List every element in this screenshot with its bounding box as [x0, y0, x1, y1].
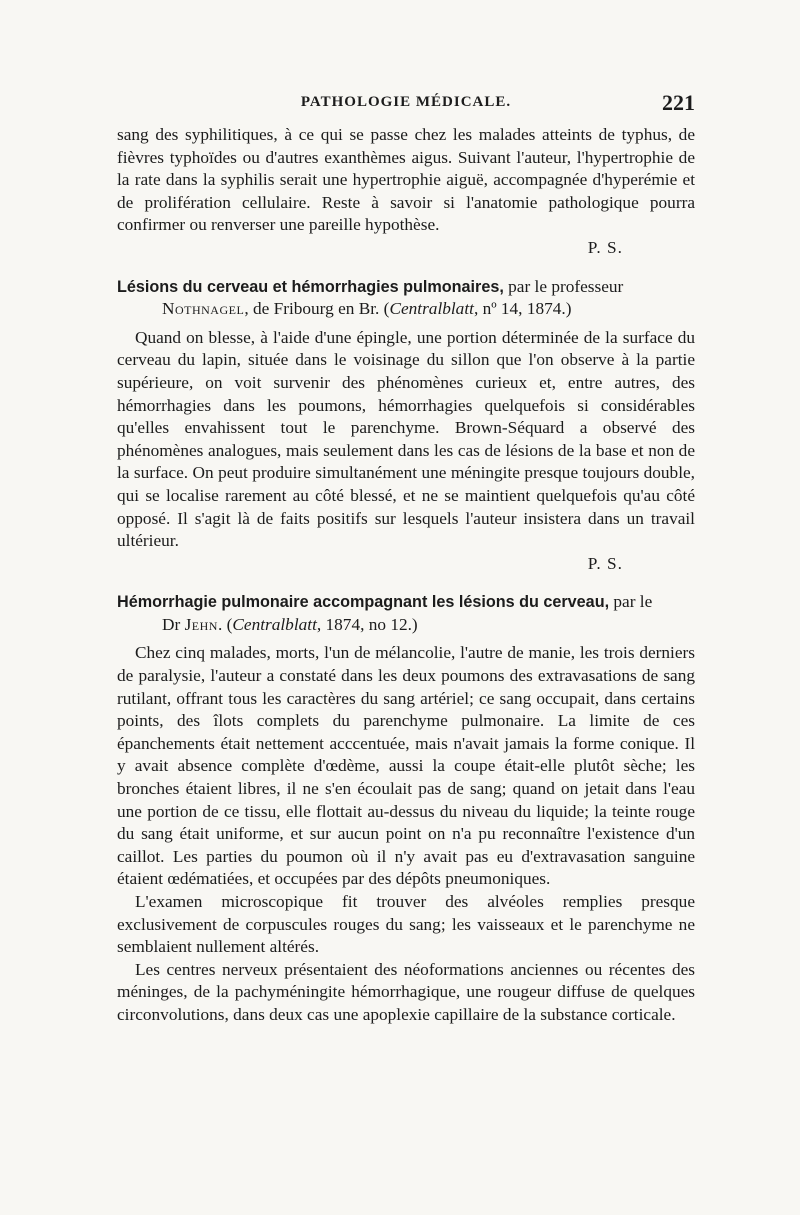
intro-text: sang des syphilitiques, à ce qui se passe chez les malades atteints de typhus, de fièvres typhoïdes ou d'autres exanthèmes aigus. Suivant l'auteur, l'hypertrophie de la rate dans la syphilis serait une hypertrophie aiguë, accompagnée d'hyperémie et de prolifération cellulaire. Reste à savoir si l'anatomie pathologique pourra confirmer ou renverser une pareille hypothèse. [117, 125, 695, 235]
article1-title: Lésions du cerveau et hémorrhagies pulmonaires, [117, 277, 504, 296]
article2-reference: , 1874, no 12.) [316, 614, 418, 634]
article1-body-text: Quand on blesse, à l'aide d'une épingle, une portion déterminée de la surface du cerveau du lapin, située dans le voisinage du sillon que l'on observe à la partie supérieure, on voit survenir des phénomènes curieux et, entre autres, des hémorrhagies dans les poumons, hémorrhagies quelquefois si considérables qu'elles envahissent tout le parenchyme. Brown-Séquard a observé des phénomènes analogues, mais seulement dans les cas de lésions de la base et non de la surface. On peut produire simultanément une méningite presque toujours double, qui se localise rarement au côté blessé, et ne se maintient quelquefois qu'au côté opposé. Il s'agit là de faits positifs sur lesquels l'auteur insistera dans un travail ultérieur. [117, 327, 695, 551]
article2-author: Jehn [184, 614, 218, 634]
book-page [117, 90, 695, 1027]
running-title: PATHOLOGIE MÉDICALE. [300, 94, 512, 110]
article1-body [117, 327, 695, 553]
intro-signature: P. S. [587, 237, 623, 257]
article2-byline-prefix: par le [613, 592, 653, 612]
article2-title-dr: Dr [162, 614, 181, 634]
article1-signature: P. S. [587, 553, 623, 573]
article1-byline [117, 298, 695, 321]
running-header [117, 90, 695, 124]
article2-paragraph-2: L'examen microscopique fit trouver des alvéoles remplies presque exclusivement de corpuscules rouges du sang; les vaisseaux et le parenchyme ne semblaient nullement altérés. [117, 892, 695, 957]
article1-byline-prefix: par le professeur [508, 276, 624, 296]
article2-byline [117, 614, 695, 637]
article2-paragraph-3: Les centres nerveux présentaient des néoformations anciennes ou récentes des méninges, de la pachyméningite hémorrhagique, une rougeur diffuse de quelques circonvolutions, dans deux cas une apoplexie capillaire de la substance corticale. [117, 959, 695, 1024]
article2-separator: . ( [217, 614, 233, 634]
article2-heading [117, 591, 695, 636]
article1-heading [117, 276, 695, 321]
article2-journal: Centralblatt [232, 614, 317, 634]
intro-signature-line [117, 237, 695, 260]
article2-paragraph-1: Chez cinq malades, morts, l'un de mélancolie, l'autre de manie, les trois derniers de paralysie, l'auteur a constaté dans les deux poumons des extravasations de sang rutilant, offrant tous les caractères du sang artériel; ce sang occupait, dans certains points, des îlots complets du parenchyme pulmonaire. La limite de ces épanchements était nettement acccentuée, mais n'avait jamais la forme conique. Il y avait absence complète d'œdème, aussi la coupe était-elle plutôt sèche; les bronches étaient libres, il ne s'en écoulait pas de sang; quand on jetait dans l'eau une portion de ce tissu, elle flottait au-dessus du niveau du liquide; la teinte rouge du sang était uniforme, et sur aucun point on n'a pu reconnaître l'existence d'un caillot. Les parties du poumon où il n'y avait pas eu d'extravasation sanguine étaient œdématiées, et occupées par des dépôts pneumoniques. [117, 643, 695, 889]
article1-signature-line [117, 553, 695, 576]
intro-paragraph [117, 124, 695, 237]
page-number: 221 [662, 90, 695, 115]
article1-reference: , nº 14, 1874.) [473, 299, 572, 319]
article2-title: Hémorrhagie pulmonaire accompagnant les lésions du cerveau, [117, 593, 610, 612]
article1-journal: Centralblatt [389, 299, 474, 319]
article1-author: Nothnagel [162, 299, 245, 319]
article1-place: , de Fribourg en Br. ( [244, 299, 390, 319]
